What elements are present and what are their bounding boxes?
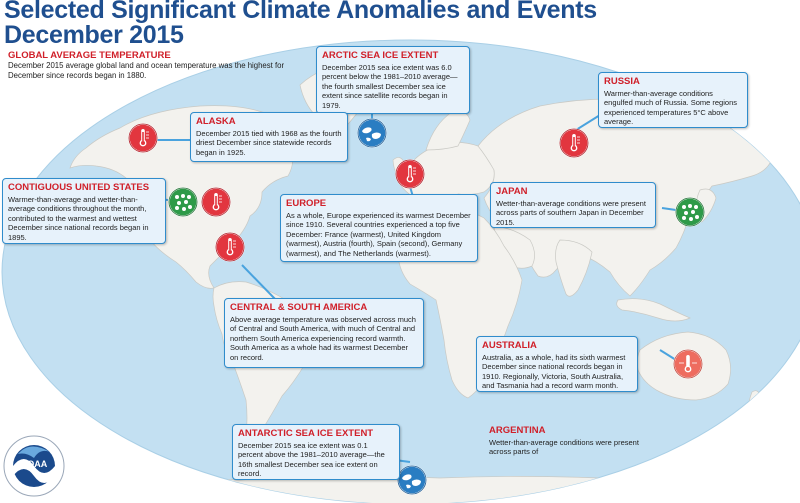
noaa-logo-text: NOAA [20, 459, 48, 469]
callout-csa-heading: CENTRAL & SOUTH AMERICA [230, 302, 368, 313]
callout-japan-text: Wetter-than-average conditions were present across parts of southern Japan in December 2015. [496, 199, 646, 227]
thermometer-warm-icon [129, 124, 157, 152]
global-temperature-heading: GLOBAL AVERAGE TEMPERATURE [8, 50, 171, 61]
page-title [4, 0, 597, 48]
callout-contiguous-us [2, 178, 166, 244]
callout-russia-heading: RUSSIA [604, 76, 640, 87]
callout-japan-heading: JAPAN [496, 186, 528, 197]
callout-europe-heading: EUROPE [286, 198, 327, 209]
title-line-1: Selected Significant Climate Anomalies and Events [4, 0, 597, 24]
thermometer-warm-icon [202, 188, 230, 216]
callout-antarctic-text: December 2015 sea ice extent was 0.1 percent above the 1981–2010 average—the 16th smallest December sea ice extent on record. [238, 441, 385, 479]
thermometer-warm-icon [560, 129, 588, 157]
callout-conus-text: Warmer-than-average and wetter-than-average conditions throughout the month, contributed to the warmest and wettest December since national records began in 1895. [8, 195, 149, 242]
callout-conus-heading: CONTIGUOUS UNITED STATES [8, 182, 150, 193]
callout-arctic-heading: ARCTIC SEA ICE EXTENT [322, 50, 439, 61]
callout-australia [476, 336, 638, 392]
callout-argentina [484, 422, 650, 458]
raindrops-wet-icon [169, 188, 197, 216]
callout-australia-text: Australia, as a whole, had its sixth warmest December since national records began in 1910. Regionally, Victoria, South Australia, and Tasmania had a record warm month. [482, 353, 626, 391]
callout-alaska [190, 112, 348, 162]
callout-argentina-heading: ARGENTINA [489, 425, 546, 436]
thermometer-warm-icon [216, 233, 244, 261]
callout-japan [490, 182, 656, 228]
callout-antarctic [232, 424, 400, 480]
callout-central-south-america [224, 298, 424, 368]
title-line-2: December 2015 [4, 21, 184, 49]
callout-arctic-text: December 2015 sea ice extent was 6.0 percent below the 1981–2010 average—the fourth smallest December sea ice extent since satellite records began in 1979. [322, 63, 458, 110]
sea-ice-icon [358, 119, 386, 147]
callout-csa-text: Above average temperature was observed across much of Central and South America, with much of Central and northern South America experiencing record warmth. South America as a whole had its warmest December on record. [230, 315, 416, 362]
noaa-logo [4, 436, 64, 496]
raindrops-wet-icon [676, 198, 704, 226]
callout-russia-text: Warmer-than-average conditions engulfed much of Russia. Some regions experienced temperatures 5°C above average. [604, 89, 737, 127]
callout-argentina-text: Wetter-than-average conditions were present across parts of [489, 438, 639, 457]
callout-europe [280, 194, 478, 262]
global-temperature-text: December 2015 average global land and ocean temperature was the highest for December since records began in 1880. [8, 61, 285, 80]
thermometer-warm-icon [674, 350, 702, 378]
callout-alaska-heading: ALASKA [196, 116, 236, 127]
sea-ice-icon [398, 466, 426, 494]
callout-alaska-text: December 2015 tied with 1968 as the fourth driest December since statewide records began in 1925. [196, 129, 342, 157]
callout-europe-text: As a whole, Europe experienced its warmest December since 1910. Several countries experienced a top five December: France (warmest), United Kingdom (warmest), Austria (fourth), Spain (second), Germany (warmest), and The Netherlands (warmest). [286, 211, 471, 258]
thermometer-warm-icon [396, 160, 424, 188]
callout-arctic [316, 46, 470, 114]
callout-australia-heading: AUSTRALIA [482, 340, 537, 351]
callout-russia [598, 72, 748, 128]
callout-antarctic-heading: ANTARCTIC SEA ICE EXTENT [238, 428, 374, 439]
